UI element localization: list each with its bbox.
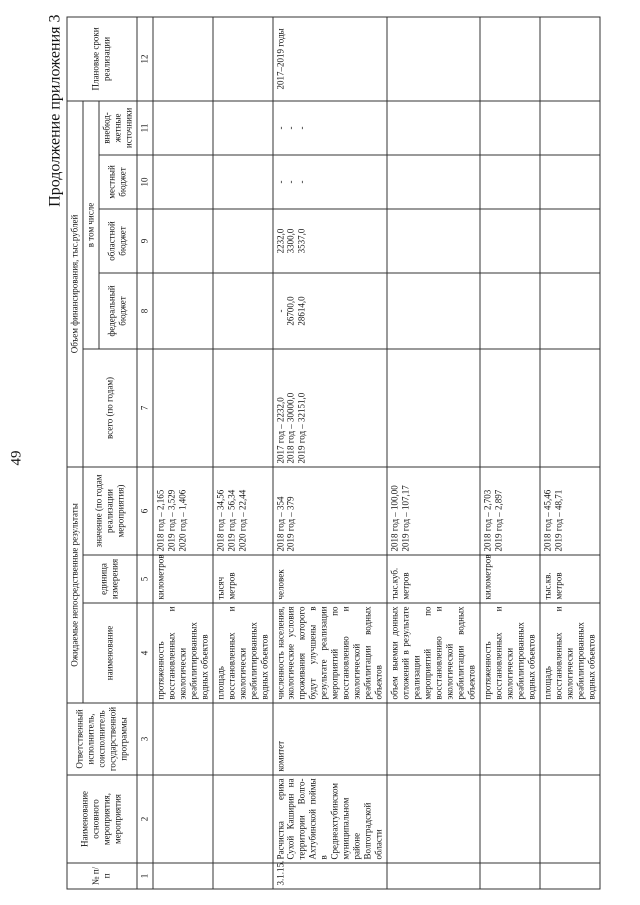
measure-name: Расчистка ерика Сухой Каширин на территории Волго-Ахтубинской поймы в Среднеахтубинском муниципальном районе Волгоградской области: [272, 775, 387, 863]
measure-executor: комитет: [272, 703, 387, 775]
result-name: протяженность восстановленных и экологически реабилитированных водных объектов: [479, 603, 539, 703]
table-row: [272, 16, 387, 888]
result-unit: тысяч метров: [212, 555, 272, 603]
result-values: 2018 год – 2,165 2019 год – 3,529 2020 год – 1,406: [152, 466, 212, 554]
table-row: [539, 16, 599, 888]
column-index: 11: [136, 100, 152, 154]
table-row: [152, 16, 212, 888]
funding-regional: 2232,0 3300,0 3537,0: [272, 208, 387, 272]
funding-federal: - 26700,0 28614,0: [272, 272, 387, 348]
continuation-heading: Продолжение приложения 3: [46, 14, 63, 207]
column-index: 3: [136, 703, 152, 775]
result-unit: километров: [152, 555, 212, 603]
column-index: 8: [136, 272, 152, 348]
header-unit: единица измерения: [82, 555, 136, 603]
measure-number: 3.1.15.: [272, 863, 387, 889]
result-unit: тыс.куб. метров: [387, 555, 480, 603]
header-measure: Наименование основного мероприятия, мероприятия: [67, 775, 137, 863]
column-index: 6: [136, 466, 152, 554]
header-local: местный бюджет: [98, 154, 136, 208]
result-unit: человек: [272, 555, 387, 603]
result-name: площадь восстановленных и экологически реабилитированных водных объектов: [539, 603, 599, 703]
header-period: Плановые сроки реализации: [67, 16, 137, 100]
column-index: 5: [136, 555, 152, 603]
result-values: 2018 год – 2,703 2019 год – 2,897: [479, 466, 539, 554]
column-index: 1: [136, 863, 152, 889]
funding-local: - - -: [272, 154, 387, 208]
result-values: 2018 год – 45,46 2019 год – 48,71: [539, 466, 599, 554]
column-index: 2: [136, 775, 152, 863]
result-name: площадь восстановленных и экологически реабилитированных водных объектов: [212, 603, 272, 703]
column-index: 12: [136, 16, 152, 100]
table-row: [479, 16, 539, 888]
column-index: 4: [136, 603, 152, 703]
header-executor: Ответственный исполнитель, соисполнитель государственной программы: [67, 703, 137, 775]
implementation-period: 2017–2019 годы: [272, 16, 387, 100]
table-row: [387, 16, 480, 888]
header-extrabudgetary: внебюд-жетные источники: [98, 100, 136, 154]
header-total: всего (по годам): [82, 348, 136, 466]
result-values: 2018 год – 100,00 2019 год – 107,17: [387, 466, 480, 554]
column-index: 7: [136, 348, 152, 466]
header-federal: федеральный бюджет: [98, 272, 136, 348]
funding-extrabudgetary: - - -: [272, 100, 387, 154]
header-regional: областной бюджет: [98, 208, 136, 272]
header-value: значение (по годам реализации мероприятия): [82, 466, 136, 554]
page-number: 49: [8, 450, 24, 465]
column-index: 9: [136, 208, 152, 272]
result-values: 2018 год – 34,56 2019 год – 56,34 2020 год – 22,44: [212, 466, 272, 554]
header-result-name: наименование: [82, 603, 136, 703]
result-values: 2018 год – 354 2019 год – 379: [272, 466, 387, 554]
result-name: численность населения, экологические условия проживания которого будут улучшены в результате реализации мероприятий по восстановлению и экологической реабилитации водных объектов: [272, 603, 387, 703]
result-name: объем выемки донных отложений в результате реализации мероприятий по восстановлению и экологической реабилитации водных объектов: [387, 603, 480, 703]
program-measures-table: [66, 16, 600, 889]
header-number: № п/п: [67, 863, 137, 889]
header-including: в том числе: [82, 100, 98, 348]
header-results-group: Ожидаемые непосредственные результаты: [67, 466, 83, 702]
header-funding-group: Объем финансирования, тыс.рублей: [67, 100, 83, 466]
result-unit: тыс.кв. метров: [539, 555, 599, 603]
table-row: [212, 16, 272, 888]
result-unit: километров: [479, 555, 539, 603]
column-index: 10: [136, 154, 152, 208]
result-name: протяженность восстановленных и экологически реабилитированных водных объектов: [152, 603, 212, 703]
funding-total: 2017 год – 2232,0 2018 год – 30000,0 2019 год – 32151,0: [272, 348, 387, 466]
